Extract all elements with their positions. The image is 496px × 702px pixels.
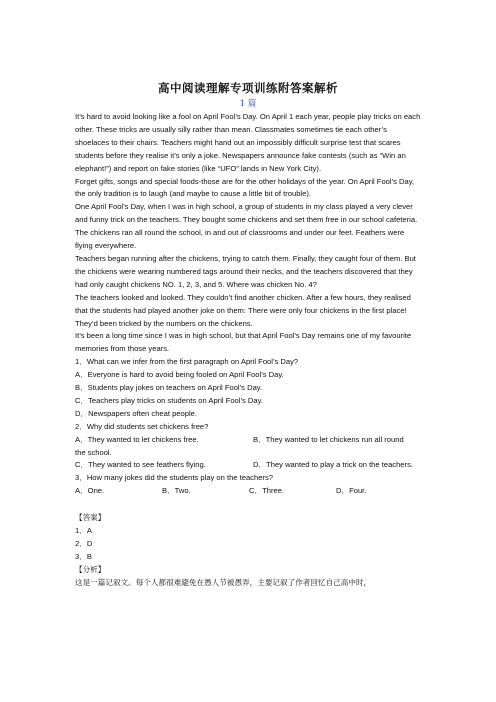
document-title: 高中阅读理解专项训练附答案解析 (158, 81, 338, 95)
question-option-row (75, 459, 423, 472)
question-option: A．Everyone is hard to avoid being fooled on April Fool’s Day. (75, 370, 284, 380)
document-body (75, 111, 423, 590)
question-option: D．Newspapers often cheat people. (75, 408, 197, 418)
question-option: C．Three. (249, 486, 285, 496)
passage-paragraph: The teachers looked and looked. They couldn’t find another chicken. After a few hours, they realised that the students had played another joke on them: There were only four chickens in the first place! They’d been tricked by the numbers on the chickens. (75, 292, 411, 328)
question-stem: 1．What can we infer from the first paragraph on April Fool’s Day? (75, 357, 299, 367)
question-option-continuation: the school. (75, 447, 112, 457)
question-stem: 3．How many jokes did the students play on the teachers? (75, 473, 273, 483)
question-option: B．They wanted to let chickens run all round (253, 434, 404, 444)
question-option: C．Teachers play tricks on students on April Fool’s Day. (75, 395, 263, 405)
spacer (75, 498, 423, 512)
analysis-text: 这是一篇记叙文。每个人都很难避免在愚人节被愚弄，主要记叙了作者回忆自己高中时， (75, 577, 372, 587)
question-option: D．Four. (336, 486, 367, 496)
document-subtitle: 1 篇 (239, 99, 257, 109)
passage-paragraph: It’s been a long time since I was in high school, but that April Fool’s Day remains one of my favourite memories from those years. (75, 331, 412, 354)
answer-item: 2．D (75, 539, 93, 548)
answer-item: 3．B (75, 551, 92, 561)
question-option: A．They wanted to let chickens free. (75, 434, 199, 444)
answer-heading: 【答案】 (75, 513, 106, 523)
passage-paragraph: It’s hard to avoid looking like a fool on April Fool’s Day. On April 1 each year, people play tricks on each other. These tricks are usually silly rather than mean. Classmates sometimes tie each other’s shoelaces to their chairs. Teachers might hand out an impossibly difficult surprise test that scares students before they realise it’s only a joke. Newspapers announce fake contests (such as “Win an elephant!”) and report on fake stories (like “UFO” lands in New York City). (75, 112, 421, 173)
question-option: B．Students play jokes on teachers on April Fool’s Day. (75, 383, 263, 393)
passage-paragraph: Teachers began running after the chickens, trying to catch them. Finally, they caught four of them. But the chickens were wearing numbered tags around their necks, and the teachers discovered that they had only caught chickens NO. 1, 2, 3, and 5. Where was chicken No. 4? (75, 253, 416, 289)
answer-item: 1．A (75, 526, 92, 536)
question-option: A．One. (75, 486, 105, 496)
question-option: B．Two. (162, 486, 191, 496)
question-option-row (75, 434, 423, 447)
question-option: D．They wanted to play a trick on the teachers. (253, 460, 413, 470)
passage-paragraph: Forget gifts, songs and special foods-those are for the other holidays of the year. On April Fool’s Day, the only tradition is to laugh (and maybe to cause a little bit of trouble). (75, 176, 415, 199)
analysis-heading: 【分析】 (75, 564, 106, 574)
passage-paragraph: One April Fool’s Day, when I was in high school, a group of students in my class played a very clever and funny trick on the teachers. They bought some chickens and set them free in our school cafeteria. The chickens ran all round the school, in and out of classrooms and under our feet. Feathers were flying everywhere. (75, 202, 418, 251)
question-option: C．They wanted to see feathers flying. (75, 460, 206, 470)
question-option-row (75, 485, 423, 498)
question-stem: 2．Why did students set chickens free? (75, 421, 209, 431)
